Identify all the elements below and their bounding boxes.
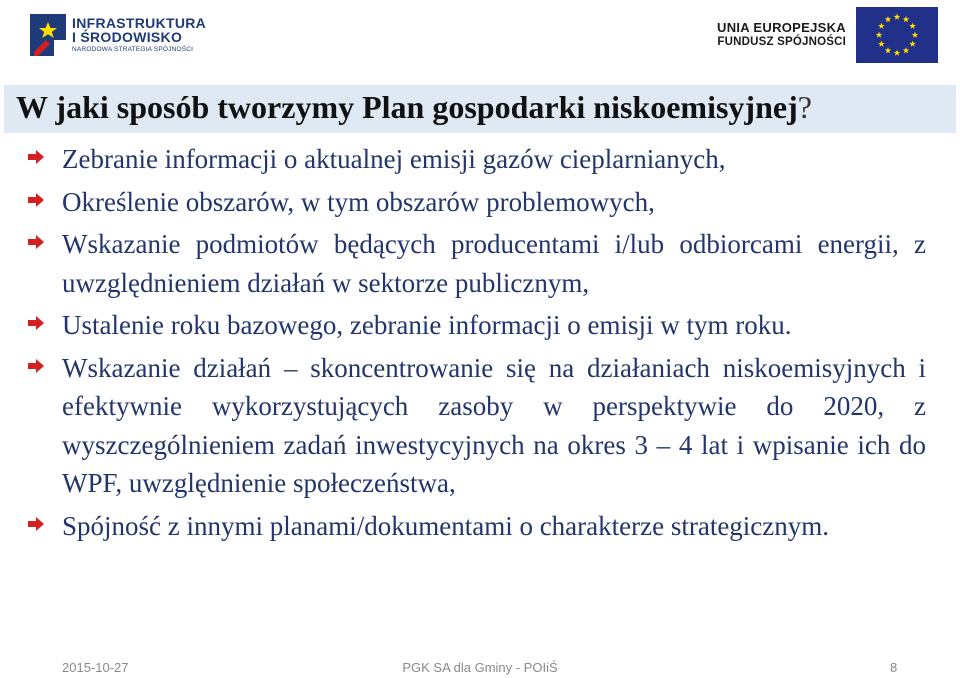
eu-star-icon [876,32,882,38]
list-item [26,225,926,302]
logo-line-infrastruktura: INFRASTRUKTURA [72,15,207,32]
list-item-text: Wskazanie działań – skoncentrowanie się na działaniach niskoemisyjnych i efektywnie wykorzystujących zasoby w perspektywie do 2020, z wyszczególnieniem zadań inwestycyjnych na okres 3 – 4 lat i wpisanie ich do WPF, uwzględnienie społeczeństwa, [62,352,926,498]
bullet-arrow-icon [28,150,44,164]
flag-star-logo-icon [30,14,66,56]
footer-date: 2015-10-27 [62,660,129,675]
eu-logo-line2: FUNDUSZ SPÓJNOŚCI [717,35,846,48]
eu-star-icon [903,16,909,22]
bullet-arrow-icon [28,359,44,373]
logo-line-strategia: NARODOWA STRATEGIA SPÓJNOŚCI [72,46,194,54]
page-number: 8 [890,660,898,675]
eu-star-icon [903,47,909,53]
eu-star-icon [909,41,915,47]
eu-star-icon [878,23,884,29]
page-title [16,89,812,126]
bullet-arrow-icon [28,235,44,249]
list-item [26,349,926,503]
list-item [26,507,926,546]
list-item-text: Spójność z innymi planami/dokumentami o charakterze strategicznym. [62,510,830,541]
eu-flag-icon [856,7,938,63]
footer-title: PGK SA dla Gminy - POIiŚ [402,660,558,675]
eu-star-icon [894,14,900,20]
infrastruktura-logo [30,10,206,60]
bullet-arrow-icon [28,517,44,531]
bullet-arrow-icon [28,316,44,330]
eu-star-icon [894,50,900,56]
list-item-text: Ustalenie roku bazowego, zebranie informacji o emisji w tym roku. [62,310,792,340]
eu-star-icon [909,23,915,29]
title-band [4,85,956,133]
page-title-mark: ? [797,89,812,125]
eu-logo [717,6,938,64]
list-item [26,140,926,179]
eu-star-icon [885,16,891,22]
list-item [26,306,926,345]
eu-star-icon [912,32,918,38]
eu-logo-line1: UNIA EUROPEJSKA [717,19,846,35]
bullet-list [26,140,926,545]
logo-line-srodowisko: I ŚRODOWISKO [72,29,183,46]
bullet-arrow-icon [28,193,44,207]
list-item-text: Określenie obszarów, w tym obszarów problemowych, [62,186,655,217]
eu-star-icon [885,47,891,53]
page-title-text: W jaki sposób tworzymy Plan gospodarki niskoemisyjnej [16,89,798,125]
list-item [26,183,926,222]
list-item-text: Zebranie informacji o aktualnej emisji gazów cieplarnianych, [62,144,726,174]
list-item-text: Wskazanie podmiotów będących producentami i/lub odbiorcami energii, z uwzględnieniem działań w sektorze publicznym, [62,229,926,298]
eu-star-icon [878,41,884,47]
